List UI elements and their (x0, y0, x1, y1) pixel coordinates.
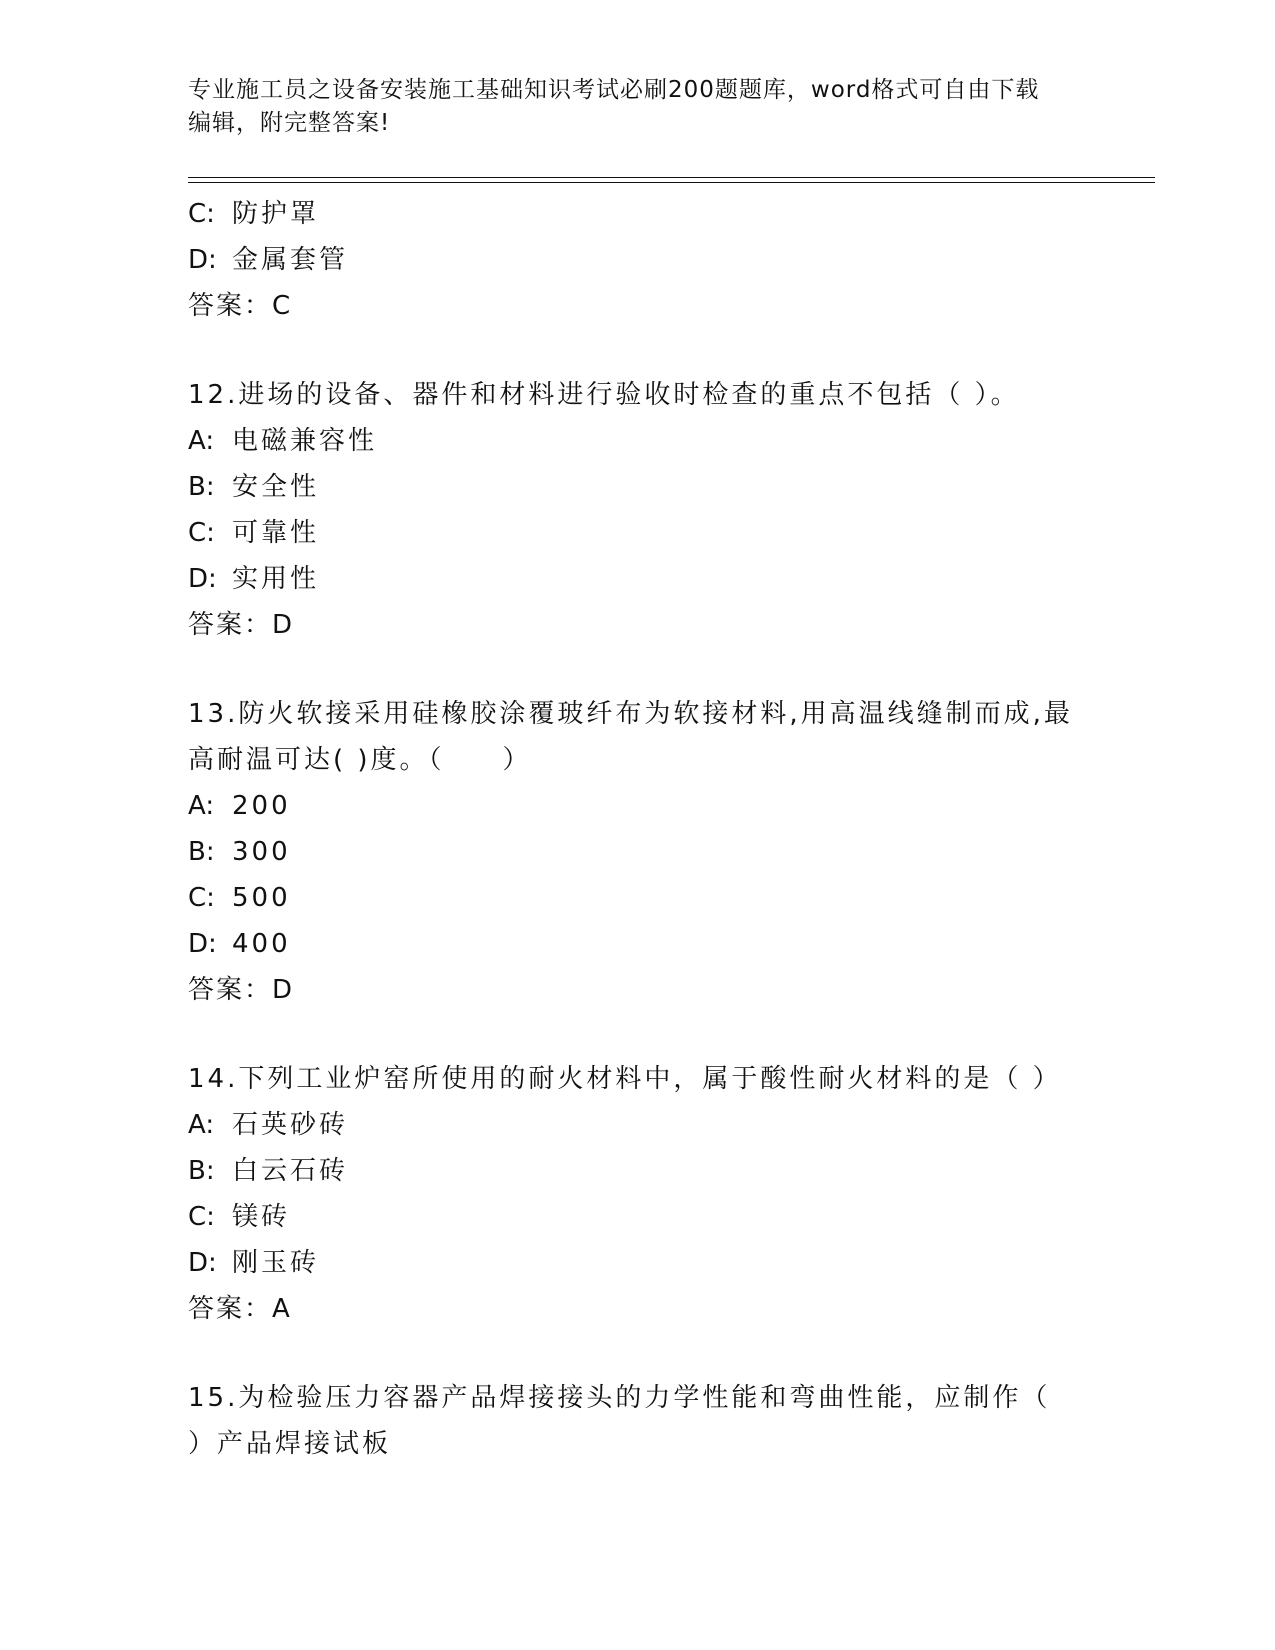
option-b (188, 464, 1088, 510)
option-d (188, 921, 1088, 967)
question-11-tail (188, 191, 1088, 329)
option-key: B: (188, 837, 215, 867)
option-a (188, 783, 1088, 829)
option-key: D: (188, 929, 217, 959)
option-text: 200 (232, 791, 291, 821)
option-text: 刚玉砖 (232, 1248, 320, 1278)
option-text: 400 (232, 929, 291, 959)
option-text: 电磁兼容性 (232, 426, 378, 456)
option-key: D: (188, 564, 217, 594)
option-key: C: (188, 1202, 215, 1232)
option-b (188, 829, 1088, 875)
option-c (188, 510, 1088, 556)
question-stem-line1: 13.防火软接采用硅橡胶涂覆玻纤布为软接材料,用高温线缝制而成,最 (188, 699, 1073, 729)
option-text: 可靠性 (232, 518, 320, 548)
option-key: B: (188, 472, 215, 502)
header-divider-bottom (188, 182, 1155, 183)
option-text: 防护罩 (232, 199, 320, 229)
question-13 (188, 691, 1088, 1013)
option-d (188, 556, 1088, 602)
option-c (188, 875, 1088, 921)
option-d (188, 237, 1088, 283)
answer-line: 答案：A (188, 1294, 292, 1324)
option-text: 500 (232, 883, 291, 913)
question-15 (188, 1375, 1088, 1467)
option-text: 300 (232, 837, 291, 867)
answer-line: 答案：D (188, 610, 295, 640)
option-text: 石英砂砖 (232, 1110, 349, 1140)
option-b (188, 1148, 1088, 1194)
option-a (188, 1102, 1088, 1148)
option-text: 安全性 (232, 472, 320, 502)
option-c (188, 191, 1088, 237)
answer-line: 答案：C (188, 291, 293, 321)
document-header (188, 74, 1068, 140)
option-key: A: (188, 1110, 215, 1140)
question-stem-line2: ）产品焊接试板 (188, 1429, 392, 1459)
header-title-line1: 专业施工员之设备安装施工基础知识考试必刷200题题库，word格式可自由下载 (188, 77, 1040, 103)
option-key: C: (188, 883, 215, 913)
option-key: D: (188, 245, 217, 275)
option-key: C: (188, 199, 215, 229)
question-12 (188, 372, 1088, 648)
option-key: A: (188, 426, 215, 456)
answer-line: 答案：D (188, 975, 295, 1005)
question-stem: 14.下列工业炉窑所使用的耐火材料中，属于酸性耐火材料的是（ ） (188, 1064, 1062, 1094)
option-key: D: (188, 1248, 217, 1278)
option-text: 白云石砖 (232, 1156, 349, 1186)
option-text: 实用性 (232, 564, 320, 594)
question-14 (188, 1056, 1088, 1332)
question-stem-line1: 15.为检验压力容器产品焊接接头的力学性能和弯曲性能，应制作（ (188, 1383, 1051, 1413)
header-title-line2: 编辑，附完整答案! (188, 110, 391, 136)
option-text: 镁砖 (232, 1202, 291, 1232)
question-stem: 12.进场的设备、器件和材料进行验收时检查的重点不包括（ ）。 (188, 380, 1020, 410)
question-list (188, 191, 1088, 1467)
question-stem-line2: 高耐温可达( )度。（ ） (188, 745, 532, 775)
header-divider-top (188, 177, 1155, 178)
option-d (188, 1240, 1088, 1286)
option-c (188, 1194, 1088, 1240)
option-a (188, 418, 1088, 464)
option-key: C: (188, 518, 215, 548)
option-key: B: (188, 1156, 215, 1186)
option-key: A: (188, 791, 215, 821)
option-text: 金属套管 (232, 245, 349, 275)
